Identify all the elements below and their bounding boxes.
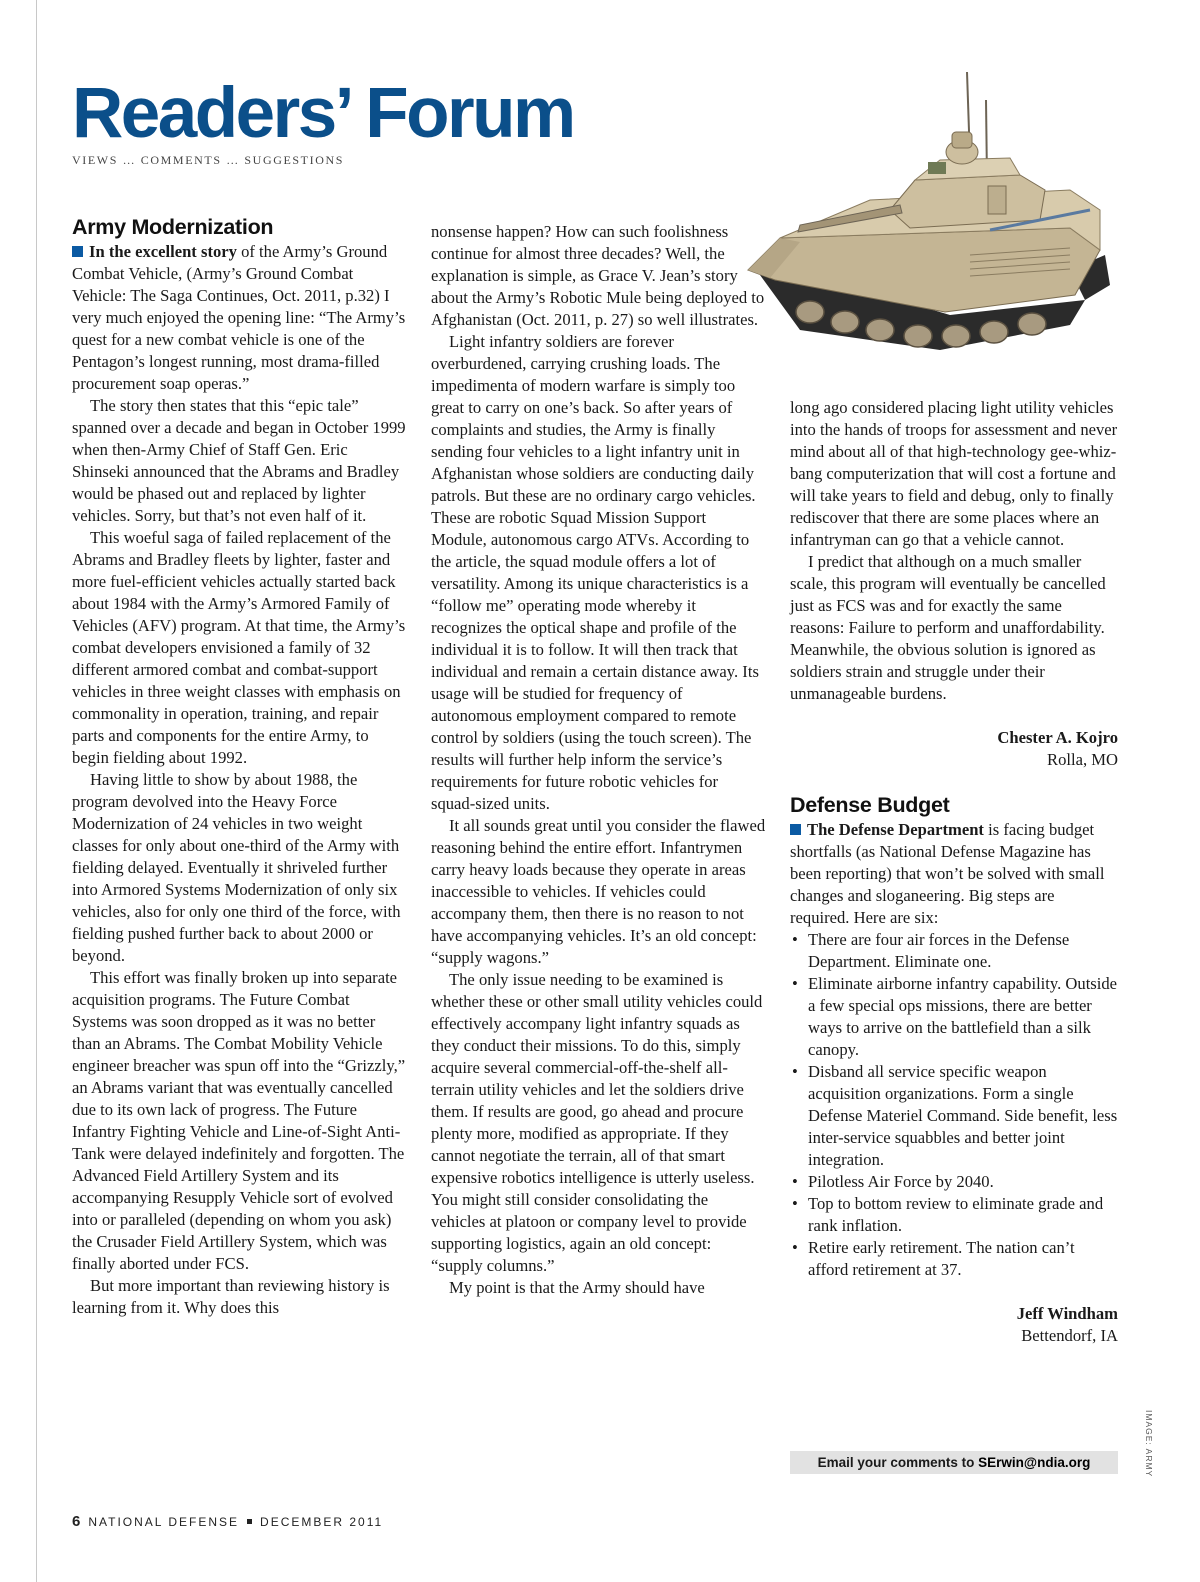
letter1-col3-paragraph-2: I predict that although on a much smaller scale, this program will eventually be cancelled just as FCS was and for exactly the same reasons: Failure to perform and unaffordability. Meanwhile, the obvious solution is ignored as soldiers strain and struggle under their unmanageable burdens.: [790, 552, 1106, 703]
image-credit: [1140, 1410, 1154, 1478]
masthead: [72, 76, 574, 168]
letter1-heading: Army Modernization: [72, 215, 274, 239]
letter1-col2-paragraph-4: The only issue needing to be examined is whether these or other small utility vehicles could effectively accompany light infantry squads as they conduct their missions. To do this, simply acquire several commercial-off-the-shelf all-terrain utility vehicles and let the soldiers drive them. If results are good, go ahead and procure plenty more, modified as appropriate. If they cannot negotiate the terrain, all of that smart expensive robotics intelligence is utterly useless. You might still consider consolidating the vehicles at platoon or company level to provide supporting logistics, again an old concept: “supply columns.”: [431, 970, 763, 1275]
letter2-intro: [790, 819, 1118, 929]
section-marker-icon: [790, 824, 801, 835]
list-item: • Disband all service specific weapon acquisition organizations. Form a single Defense Materiel Command. Side benefit, less inter-service squabbles and better joint integration.: [790, 1061, 1118, 1171]
letter1-paragraph-1-text: of the Army’s Ground Combat Vehicle, (Army’s Ground Combat Vehicle: The Saga Continues, Oct. 2011, p.32) I very much enjoyed the opening line: “The Army’s quest for a new combat vehicle is one of the Pentagon’s longest running, most drama-filled procurement soap operas.”: [72, 242, 406, 393]
list-item: • There are four air forces in the Defense Department. Eliminate one.: [790, 929, 1118, 973]
letter1-col2-paragraph-1: nonsense happen? How can such foolishness continue for almost three decades? Well, the explanation is simple, as Grace V. Jean’s story about the Army’s Robotic Mule being deployed to Afghanistan (Oct. 2011, p. 27) so well illustrates.: [431, 222, 765, 329]
column-1: [72, 213, 406, 1319]
letter1-paragraph-6: But more important than reviewing history is learning from it. Why does this: [72, 1276, 390, 1317]
letter2-intro-text: is facing budget shortfalls (as National Defense Magazine has been reporting) that won’t be solved with small changes and sloganeering. Big steps are required. Here are six:: [790, 820, 1105, 927]
letter1-paragraph-4: Having little to show by about 1988, the program devolved into the Heavy Force Modernization of 24 vehicles in two weight classes for only about one-third of the Army with fielding delayed. Eventually it shriveled further into Armored Systems Modernization of only six vehicles, also for only one third of the force, with fielding pushed further back to about 2000 or beyond.: [72, 770, 401, 965]
letter2-signature-location: Bettendorf, IA: [1021, 1326, 1118, 1345]
letter2-lead: The Defense Department: [807, 820, 984, 839]
letter1-col2-paragraph-5: My point is that the Army should have: [449, 1278, 705, 1297]
list-item: • Pilotless Air Force by 2040.: [790, 1171, 1118, 1193]
letter1-paragraph-5: This effort was finally broken up into separate acquisition programs. The Future Combat Systems was soon dropped as it was no better than an Abrams. The Combat Mobility Vehicle engineer breacher was spun off into the “Grizzly,” an Abrams variant that was eventually cancelled due to its own lack of progress. The Future Infantry Fighting Vehicle and Line-of-Sight Anti-Tank were delayed indefinitely and forgotten. The Advanced Field Artillery System and its accompanying Resupply Vehicle sort of evolved into or paralleled (depending on whom you ask) the Crusader Field Artillery System, which was finally aborted under FCS.: [72, 968, 406, 1273]
list-item: • Top to bottom review to eliminate grade and rank inflation.: [790, 1193, 1118, 1237]
masthead-tagline: VIEWS … COMMENTS … SUGGESTIONS: [72, 153, 345, 167]
letter1-paragraph-3: This woeful saga of failed replacement of the Abrams and Bradley fleets by lighter, faster and more fuel-efficient vehicles actually started back about 1984 with the Army’s Armored Family of Vehicles (AFV) program. At that time, the Army’s combat developers envisioned a family of 32 different armored combat and combat-support vehicles in three weight classes with emphasis on commonality in operation, training, and repair parts and components for the entire Army, to begin fielding about 1992.: [72, 528, 406, 767]
side-box: [988, 186, 1006, 214]
letter1-col2-paragraph-3: It all sounds great until you consider the flawed reasoning behind the entire effort. Infantrymen carry heavy loads because they operate in areas inaccessible to vehicles. If vehicles could accompany them, then there is no reason to not have accompanying vehicles. It’s an old concept: “supply wagons.”: [431, 816, 766, 967]
image-credit-text: IMAGE: ARMY: [1144, 1410, 1154, 1478]
letter1-paragraph-2: The story then states that this “epic tale” spanned over a decade and began in October 1999 when then-Army Chief of Staff Gen. Eric Shinseki announced that the Abrams and Bradley would be phased out and replaced by lighter vehicles. Sorry, but that’s not even half of it.: [72, 396, 406, 525]
letter1-lead: In the excellent story: [89, 242, 237, 261]
letter2-bullet-list: [790, 929, 1118, 1281]
letter1-col2-paragraph-2: Light infantry soldiers are forever overburdened, carrying crushing loads. The impedimenta of modern warfare is simply too great to carry on one’s back. So after years of complaints and studies, the Army is finally sending four vehicles to a light infantry unit in Afghanistan whose soldiers are conducting daily patrols. But these are no ordinary cargo vehicles. These are robotic Squad Mission Support Module, autonomous cargo ATVs. According to the article, the squad module offers a lot of versatility. Among its unique characteristics is a “follow me” operating mode whereby it recognizes the optical shape and profile of the individual it is to follow. It will then track that individual and remain a certain distance away. Its usage will be studied for frequency of autonomous employment compared to remote control by soldiers (using the touch screen). The results will further help inform the service’s requirements for future robotic vehicles for squad-sized units.: [431, 332, 759, 813]
letter2-signature: [790, 1303, 1118, 1347]
page-title: Readers’ Forum: [72, 74, 574, 153]
letter2-signature-name: Jeff Windham: [1016, 1304, 1118, 1323]
column-3: [790, 397, 1118, 1347]
letter2-heading: Defense Budget: [790, 793, 950, 817]
letter1-paragraph-1: [72, 241, 406, 395]
letter1-signature-name: Chester A. Kojro: [997, 728, 1118, 747]
email-address-link[interactable]: SErwin@ndia.org: [978, 1455, 1091, 1470]
issue-date: DECEMBER 2011: [260, 1515, 384, 1529]
letter1-signature-location: Rolla, MO: [1047, 750, 1118, 769]
email-prefix: Email your comments to: [817, 1455, 979, 1470]
ground-combat-vehicle-illustration: [740, 60, 1140, 360]
page-margin-rule: [36, 0, 37, 1582]
email-comments-box: [790, 1451, 1118, 1474]
page-footer: [72, 1513, 383, 1530]
list-item: • Retire early retirement. The nation can’t afford retirement at 37.: [790, 1237, 1118, 1281]
letter1-signature: [790, 727, 1118, 771]
list-item: • Eliminate airborne infantry capability. Outside a few special ops missions, there are better ways to arrive on the battlefield than a silk canopy.: [790, 973, 1118, 1061]
column-2: [431, 221, 766, 1299]
letter1-col3-paragraph-1: long ago considered placing light utility vehicles into the hands of troops for assessment and never mind about all of that high-technology gee-whiz-bang computerization that will cost a fortune and will take years to field and debug, only to finally rediscover that there are some places where an infantryman can go that a vehicle cannot.: [790, 398, 1118, 549]
weapon-station: [928, 162, 946, 174]
page-number: 6: [72, 1513, 81, 1530]
separator-square-icon: [247, 1519, 252, 1524]
publication-name: NATIONAL DEFENSE: [88, 1515, 240, 1529]
turret: [890, 175, 1045, 228]
sensor-head: [952, 132, 972, 148]
section-marker-icon: [72, 246, 83, 257]
